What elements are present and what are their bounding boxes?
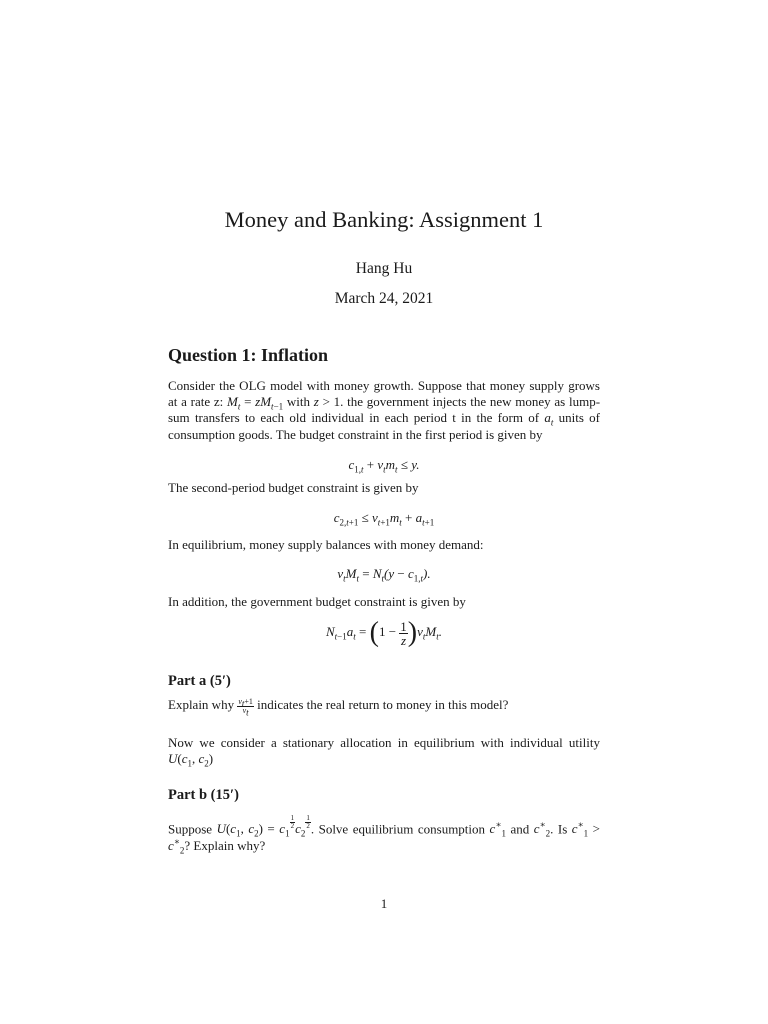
document-date: March 24, 2021 (334, 290, 434, 307)
part-b-text-b: . Solve equilibrium consumption (310, 821, 486, 837)
part-b-heading: Part b (15′) (168, 787, 239, 803)
intro-text-a: Consider the OLG model with money growth. Suppose that money supply grows at a rate z: (168, 378, 600, 410)
question-1-intro-paragraph (168, 378, 600, 443)
part-b-text-c: and (510, 821, 530, 837)
stationary-allocation-paragraph (168, 735, 600, 767)
part-b-text-a: Suppose (168, 821, 213, 837)
equilibrium-paragraph: In equilibrium, money supply balances with money demand: (168, 537, 484, 552)
part-a-question (168, 696, 600, 718)
second-period-budget-equation: $c_{2,t+1} \le v_{t+1}m_t + a_{t+1}$ (333, 510, 435, 528)
part-b-question (168, 815, 600, 854)
part-a-text-a: Explain why (168, 697, 235, 712)
page-title: Money and Banking: Assignment 1 (224, 207, 544, 232)
question-1-heading: Question 1: Inflation (168, 345, 329, 365)
utility-symbol: $U(c_1$, $c_2$) (168, 751, 214, 769)
money-market-equation: $v_tM_t = N_t(y - c_{1,t})$. (337, 566, 431, 584)
utility-function-formula: $U(c_1$, $c_2) = c_1$ $\frac{1}{2}$ $c_2$ $\frac{1}{2}$ (216, 814, 310, 839)
c2-star-symbol: $c^∗_2$ (533, 820, 551, 839)
intro-text-d: units of consumption goods. The budget constraint in the first period is given by (168, 410, 601, 442)
part-a-text-b: indicates the real return to money in this model? (257, 697, 509, 712)
intro-text-b: with (286, 394, 311, 410)
part-b-text-e: ? Explain why? (184, 837, 266, 853)
c1-star-symbol: $c^∗_1$ (489, 820, 506, 839)
transfer-symbol: $a_t$ (544, 410, 554, 428)
page-number: 1 (380, 896, 388, 911)
second-period-paragraph: The second-period budget constraint is given by (168, 480, 419, 495)
return-ratio-fraction: $\frac{v_t+1}{v_t}$ (238, 696, 253, 718)
stationary-text: Now we consider a stationary allocation in equilibrium with individual utility (168, 735, 600, 750)
comparison-formula: $c^∗_1 > c^∗_2$ (168, 820, 601, 856)
growth-condition: z > 1. (313, 394, 344, 410)
first-period-budget-equation: $c_{1,t} + v_tm_t \le y$. (348, 457, 420, 475)
intro-text-c: the government injects the new money as lump-sum transfers to each old individual in each period t in the form of (168, 394, 601, 426)
government-budget-equation: $N_{t-1}a_t = (1$ − $\frac{1}{z}$ )$v_tM_t$. (325, 617, 443, 648)
government-budget-paragraph: In addition, the government budget constraint is given by (168, 594, 466, 609)
money-supply-formula: $M_t = zM_{t-1}$ (226, 394, 284, 412)
author-name: Hang Hu (355, 260, 413, 277)
part-b-text-d: . Is (550, 821, 568, 837)
part-a-heading: Part a (5′) (168, 673, 231, 689)
